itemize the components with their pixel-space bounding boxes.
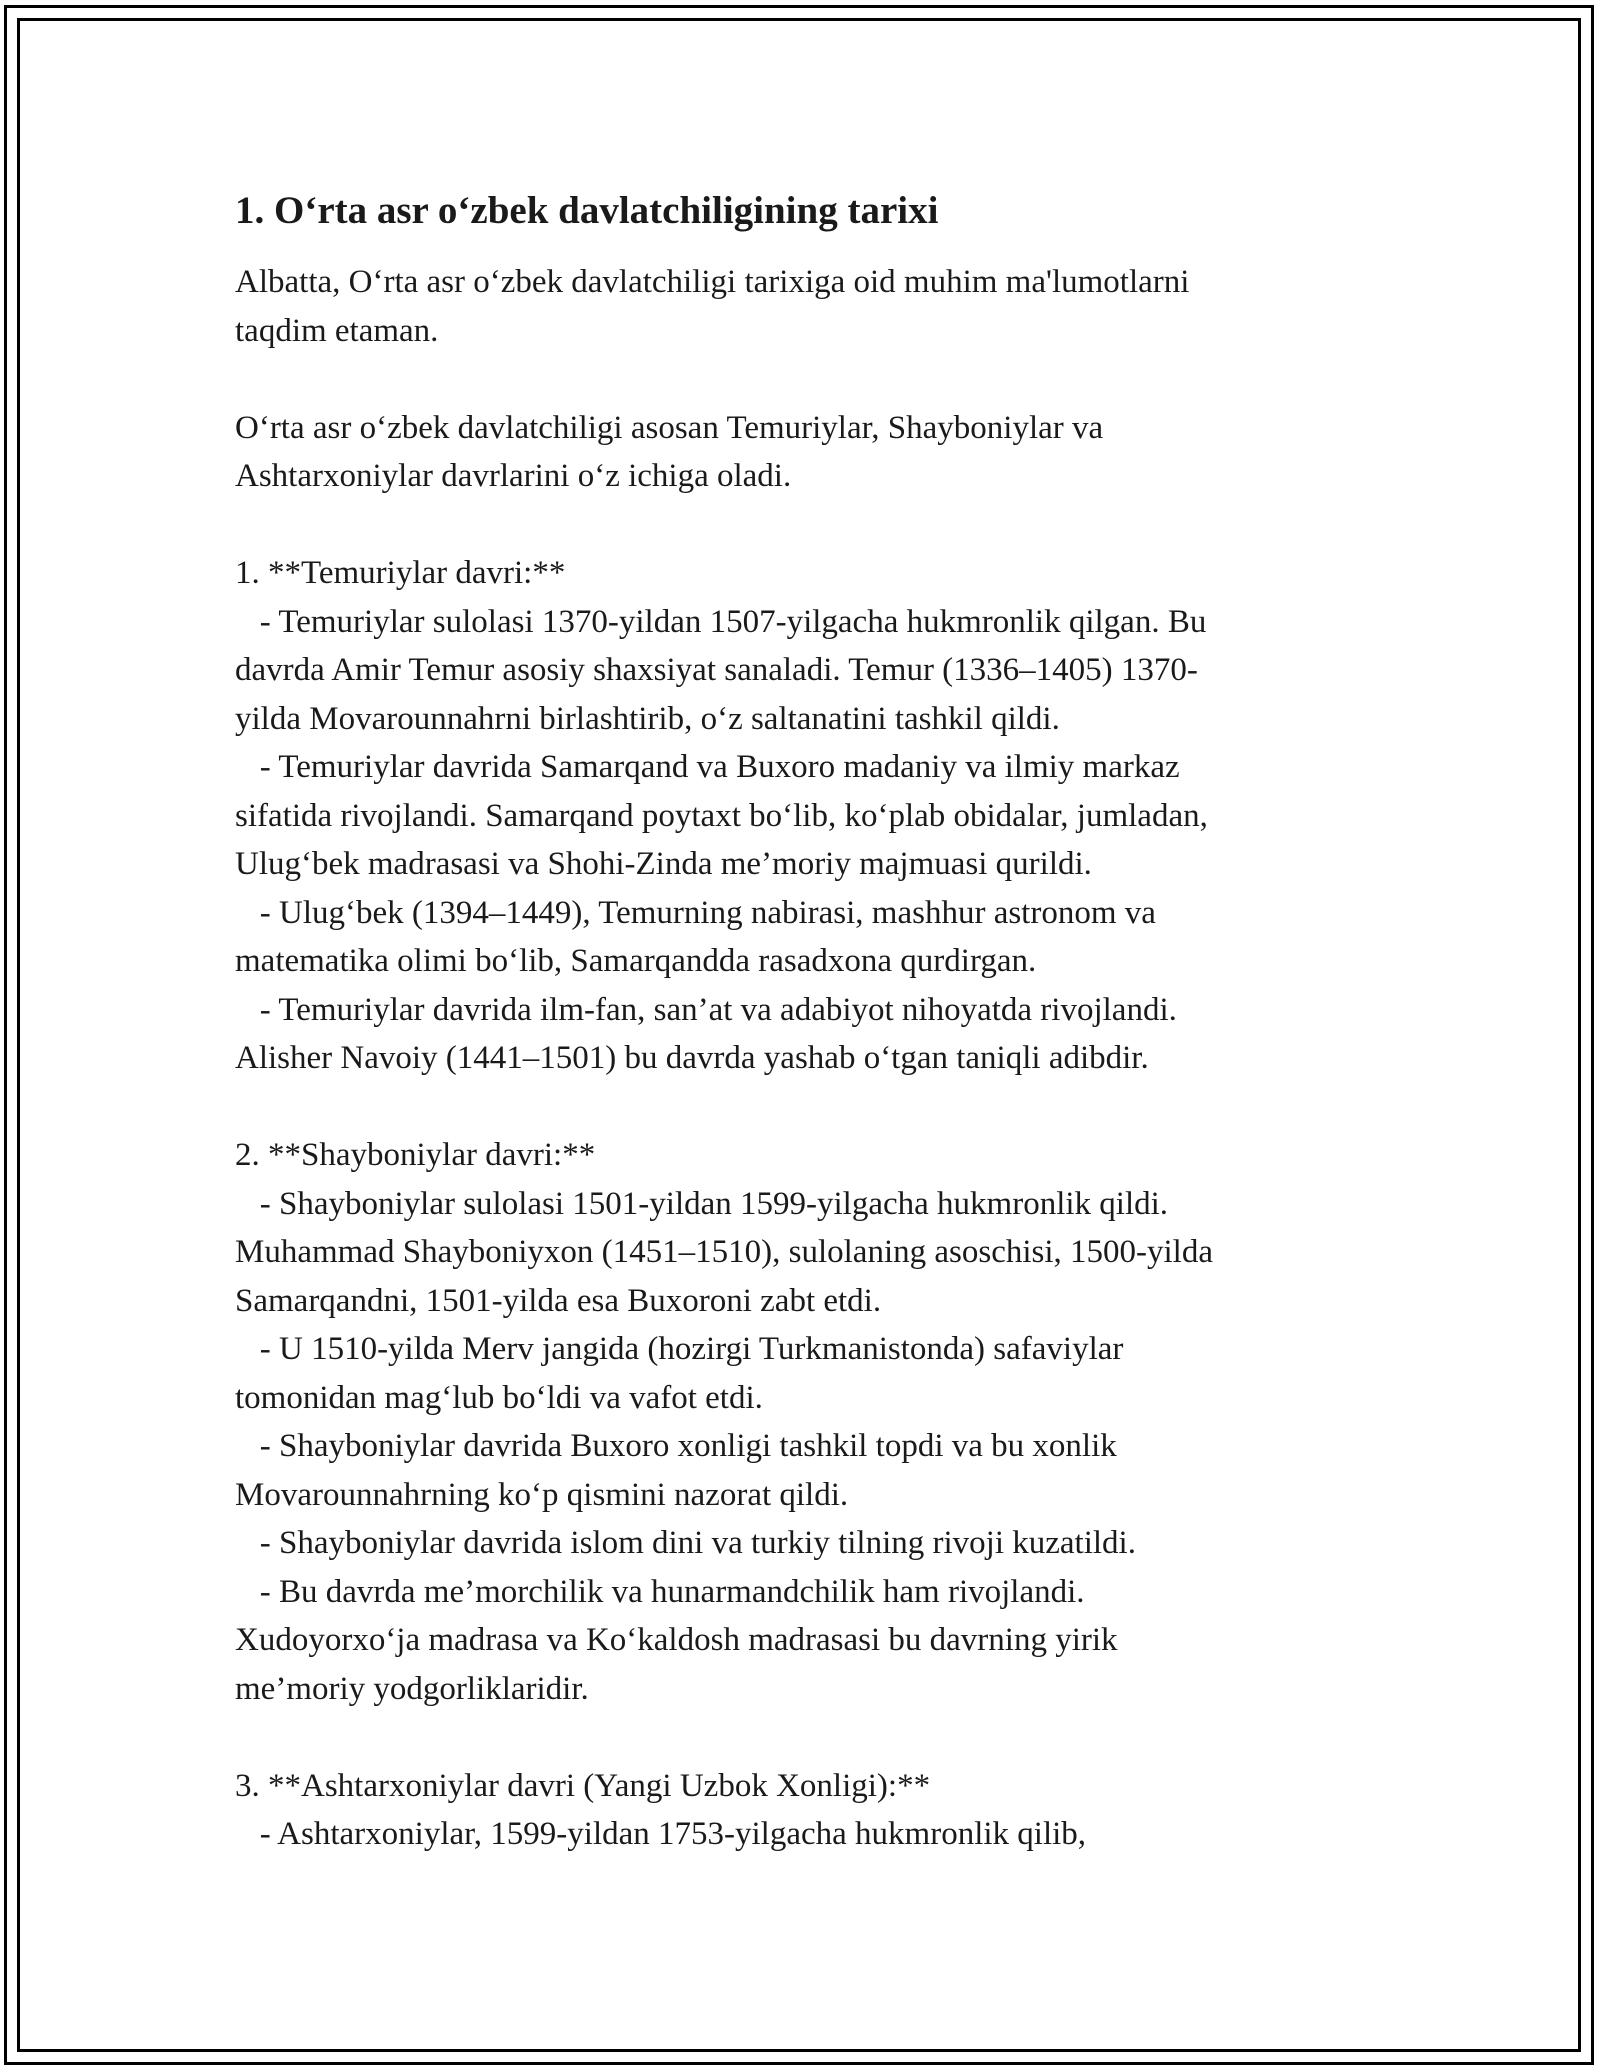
text-line: - U 1510-yilda Merv jangida (hozirgi Turkmanistonda) safaviylar xyxy=(235,1331,1124,1367)
text-line: davrda Amir Temur asosiy shaxsiyat sanaladi. Temur (1336–1405) 1370- xyxy=(235,652,1198,688)
text-line: O‘rta asr o‘zbek davlatchiligi asosan Temuriylar, Shayboniylar va xyxy=(235,409,1104,446)
blank-line xyxy=(235,501,1365,550)
text-line: - Temuriylar davrida ilm-fan, san’at va adabiyot nihoyatda rivojlandi. xyxy=(235,991,1177,1028)
blank-line xyxy=(235,355,1365,404)
text-line: matematika olimi bo‘lib, Samarqandda rasadxona qurdirgan. xyxy=(235,943,1037,979)
text-line: Xudoyorxo‘ja madrasa va Ko‘kaldosh madrasasi bu davrning yirik xyxy=(235,1622,1118,1658)
text-line: me’moriy yodgorliklaridir. xyxy=(235,1670,589,1707)
text-line: - Temuriylar davrida Samarqand va Buxoro madaniy va ilmiy markaz xyxy=(235,749,1180,785)
text-line: - Ashtarxoniylar, 1599-yildan 1753-yilgacha hukmronlik qilib, xyxy=(235,1816,1087,1852)
text-line: taqdim etaman. xyxy=(235,312,439,349)
text-line: Ashtarxoniylar davrlarini o‘z ichiga oladi. xyxy=(235,458,792,494)
text-line: Movarounnahrning ko‘p qismini nazorat qildi. xyxy=(235,1476,849,1513)
text-line: - Bu davrda me’morchilik va hunarmandchilik ham rivojlandi. xyxy=(235,1573,1085,1610)
text-line: 3. **Ashtarxoniylar davri (Yangi Uzbok Xonligi):** xyxy=(235,1767,931,1804)
text-line: Ulug‘bek madrasasi va Shohi-Zinda me’moriy majmuasi qurildi. xyxy=(235,846,1092,882)
document-body xyxy=(235,186,1365,1859)
text-line: Muhammad Shayboniyxon (1451–1510), sulolaning asoschisi, 1500-yilda xyxy=(235,1234,1213,1270)
text-line: - Shayboniylar davrida islom dini va turkiy tilning rivoji kuzatildi. xyxy=(235,1525,1136,1561)
blank-line xyxy=(235,1713,1365,1762)
text-line: - Ulug‘bek (1394–1449), Temurning nabirasi, mashhur astronom va xyxy=(235,894,1156,931)
text-line: Alisher Navoiy (1441–1501) bu davrda yashab o‘tgan taniqli adibdir. xyxy=(235,1040,1149,1076)
text-line: sifatida rivojlandi. Samarqand poytaxt bo‘lib, ko‘plab obidalar, jumladan, xyxy=(235,797,1208,834)
text-line: 2. **Shayboniylar davri:** xyxy=(235,1137,596,1173)
text-line: tomonidan mag‘lub bo‘ldi va vafot etdi. xyxy=(235,1379,763,1416)
text-line: Samarqandni, 1501-yilda esa Buxoroni zabt etdi. xyxy=(235,1282,882,1319)
text-line: - Shayboniylar sulolasi 1501-yildan 1599-yilgacha hukmronlik qildi. xyxy=(235,1185,1169,1222)
document-title: 1. O‘rta asr o‘zbek davlatchiligining tarixi xyxy=(235,189,939,232)
blank-line xyxy=(235,1083,1365,1132)
text-line: Albatta, O‘rta asr o‘zbek davlatchiligi tarixiga oid muhim ma'lumotlarni xyxy=(235,264,1190,300)
document-text xyxy=(235,258,1365,1859)
text-line: 1. **Temuriylar davri:** xyxy=(235,555,566,591)
text-line: - Shayboniylar davrida Buxoro xonligi tashkil topdi va bu xonlik xyxy=(235,1428,1117,1464)
text-line: - Temuriylar sulolasi 1370-yildan 1507-yilgacha hukmronlik qilgan. Bu xyxy=(235,603,1207,640)
text-line: yilda Movarounnahrni birlashtirib, o‘z saltanatini tashkil qildi. xyxy=(235,700,1060,737)
